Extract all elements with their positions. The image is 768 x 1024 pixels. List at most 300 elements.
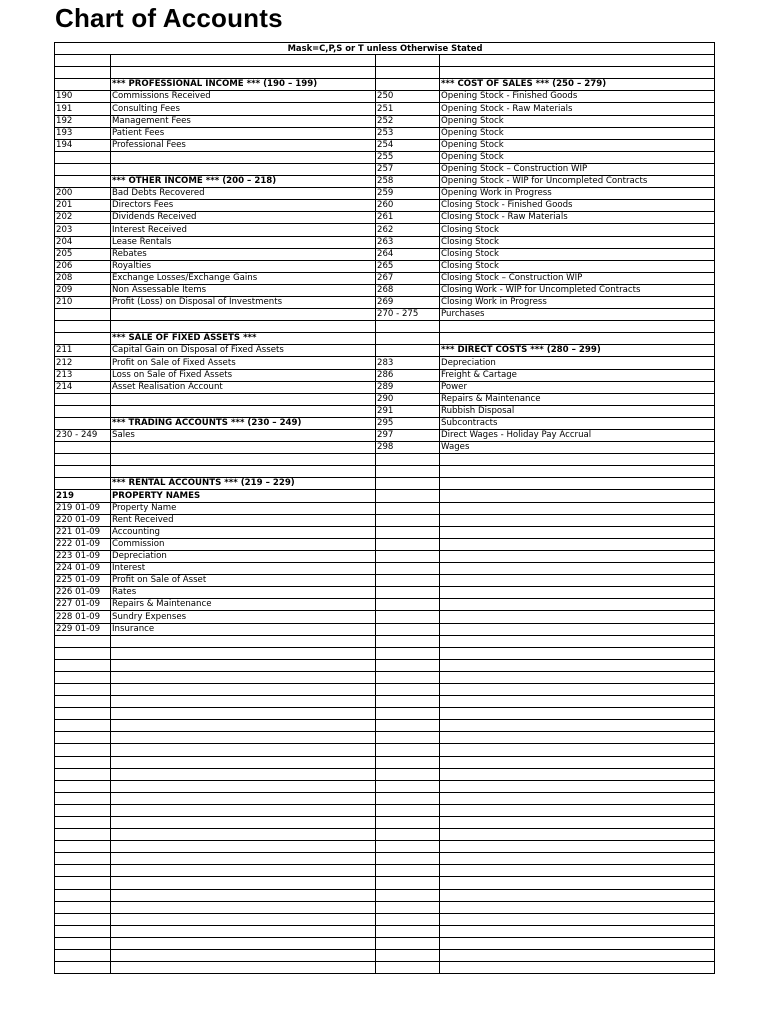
left-name-cell — [111, 804, 376, 816]
right-code-cell: 297 — [376, 430, 440, 442]
table-row — [55, 296, 715, 308]
right-code-cell — [376, 490, 440, 502]
right-code-cell — [376, 575, 440, 587]
right-code-cell — [376, 792, 440, 804]
left-name-cell — [111, 671, 376, 683]
right-name-cell — [440, 321, 715, 333]
table-row — [55, 357, 715, 369]
right-code-cell — [376, 804, 440, 816]
left-name-cell — [111, 780, 376, 792]
right-code-cell — [376, 502, 440, 514]
left-code-cell — [55, 466, 111, 478]
right-code-cell — [376, 756, 440, 768]
table-row — [55, 768, 715, 780]
left-code-cell — [55, 635, 111, 647]
table-row — [55, 720, 715, 732]
table-row — [55, 913, 715, 925]
left-name-cell — [111, 635, 376, 647]
left-code-cell — [55, 163, 111, 175]
right-name-cell: Depreciation — [440, 357, 715, 369]
right-name-cell — [440, 756, 715, 768]
left-code-cell — [55, 865, 111, 877]
table-row — [55, 478, 715, 490]
right-name-cell — [440, 720, 715, 732]
left-name-cell — [111, 647, 376, 659]
right-name-cell — [440, 55, 715, 67]
right-code-cell — [376, 829, 440, 841]
right-code-cell — [376, 853, 440, 865]
right-code-cell — [376, 877, 440, 889]
right-code-cell — [376, 550, 440, 562]
left-name-cell: Interest Received — [111, 224, 376, 236]
left-name-cell: Commission — [111, 538, 376, 550]
left-name-cell: Royalties — [111, 260, 376, 272]
right-code-cell: 268 — [376, 284, 440, 296]
left-name-cell: Lease Rentals — [111, 236, 376, 248]
right-name-cell — [440, 526, 715, 538]
left-name-cell: Insurance — [111, 623, 376, 635]
right-code-cell — [376, 345, 440, 357]
left-code-cell: 200 — [55, 188, 111, 200]
left-code-cell: 213 — [55, 369, 111, 381]
right-code-cell: 251 — [376, 103, 440, 115]
left-name-cell: Management Fees — [111, 115, 376, 127]
left-name-cell — [111, 901, 376, 913]
left-name-cell: Repairs & Maintenance — [111, 599, 376, 611]
left-code-cell: 206 — [55, 260, 111, 272]
table-row — [55, 103, 715, 115]
left-code-cell — [55, 321, 111, 333]
left-code-cell — [55, 913, 111, 925]
table-row — [55, 381, 715, 393]
left-code-cell: 230 - 249 — [55, 430, 111, 442]
right-code-cell: 257 — [376, 163, 440, 175]
left-code-cell: 192 — [55, 115, 111, 127]
left-name-cell: Profit on Sale of Fixed Assets — [111, 357, 376, 369]
left-name-cell — [111, 792, 376, 804]
table-row — [55, 780, 715, 792]
right-name-cell — [440, 962, 715, 974]
right-name-cell: Closing Stock — [440, 236, 715, 248]
table-row — [55, 430, 715, 442]
right-name-cell — [440, 478, 715, 490]
left-name-cell — [111, 708, 376, 720]
right-name-cell: Opening Stock — [440, 139, 715, 151]
right-name-cell — [440, 841, 715, 853]
right-code-cell — [376, 817, 440, 829]
table-row — [55, 369, 715, 381]
left-code-cell: 202 — [55, 212, 111, 224]
table-row — [55, 683, 715, 695]
right-name-cell — [440, 611, 715, 623]
right-name-cell — [440, 853, 715, 865]
right-name-cell — [440, 792, 715, 804]
table-row — [55, 345, 715, 357]
table-row — [55, 538, 715, 550]
left-code-cell — [55, 720, 111, 732]
right-name-cell — [440, 901, 715, 913]
accounts-table-body — [55, 43, 715, 974]
left-code-cell — [55, 393, 111, 405]
right-code-cell: 295 — [376, 417, 440, 429]
right-code-cell: 291 — [376, 405, 440, 417]
right-name-cell — [440, 865, 715, 877]
table-row — [55, 575, 715, 587]
table-row — [55, 442, 715, 454]
left-code-cell — [55, 478, 111, 490]
left-code-cell — [55, 647, 111, 659]
left-name-cell: Interest — [111, 563, 376, 575]
right-code-cell: 269 — [376, 296, 440, 308]
table-row — [55, 67, 715, 79]
right-code-cell — [376, 671, 440, 683]
right-code-cell — [376, 514, 440, 526]
right-code-cell: 264 — [376, 248, 440, 260]
right-code-cell — [376, 635, 440, 647]
right-code-cell — [376, 659, 440, 671]
right-name-cell — [440, 454, 715, 466]
right-code-cell — [376, 780, 440, 792]
left-code-cell — [55, 683, 111, 695]
right-name-cell: Wages — [440, 442, 715, 454]
left-code-cell: 193 — [55, 127, 111, 139]
left-name-cell: Accounting — [111, 526, 376, 538]
left-code-cell: 204 — [55, 236, 111, 248]
left-name-cell: *** PROFESSIONAL INCOME *** (190 – 199) — [111, 79, 376, 91]
right-name-cell: Closing Stock - Finished Goods — [440, 200, 715, 212]
table-row — [55, 635, 715, 647]
left-name-cell — [111, 829, 376, 841]
right-name-cell: Opening Stock - Raw Materials — [440, 103, 715, 115]
right-code-cell — [376, 962, 440, 974]
left-code-cell: 210 — [55, 296, 111, 308]
right-code-cell — [376, 683, 440, 695]
left-code-cell — [55, 696, 111, 708]
left-name-cell — [111, 696, 376, 708]
table-row — [55, 599, 715, 611]
left-name-cell — [111, 732, 376, 744]
table-row — [55, 756, 715, 768]
right-code-cell — [376, 865, 440, 877]
right-code-cell: 289 — [376, 381, 440, 393]
right-name-cell: Opening Stock - WIP for Uncompleted Contracts — [440, 176, 715, 188]
left-code-cell: 190 — [55, 91, 111, 103]
table-row — [55, 55, 715, 67]
right-name-cell — [440, 696, 715, 708]
table-row — [55, 829, 715, 841]
left-code-cell — [55, 756, 111, 768]
right-code-cell — [376, 454, 440, 466]
table-row — [55, 115, 715, 127]
left-name-cell — [111, 889, 376, 901]
left-name-cell: *** RENTAL ACCOUNTS *** (219 – 229) — [111, 478, 376, 490]
left-code-cell: 194 — [55, 139, 111, 151]
right-code-cell — [376, 538, 440, 550]
left-code-cell — [55, 417, 111, 429]
right-name-cell — [440, 744, 715, 756]
right-code-cell: 283 — [376, 357, 440, 369]
right-name-cell — [440, 877, 715, 889]
left-name-cell: Sales — [111, 430, 376, 442]
left-name-cell: Patient Fees — [111, 127, 376, 139]
left-code-cell — [55, 55, 111, 67]
table-row — [55, 490, 715, 502]
left-code-cell: 211 — [55, 345, 111, 357]
right-name-cell: Repairs & Maintenance — [440, 393, 715, 405]
right-code-cell: 262 — [376, 224, 440, 236]
left-code-cell — [55, 67, 111, 79]
right-code-cell: 255 — [376, 151, 440, 163]
right-name-cell — [440, 768, 715, 780]
left-code-cell: 219 01-09 — [55, 502, 111, 514]
page-title: Chart of Accounts — [55, 3, 283, 33]
right-name-cell — [440, 333, 715, 345]
left-name-cell — [111, 877, 376, 889]
right-name-cell — [440, 659, 715, 671]
left-name-cell: Profit (Loss) on Disposal of Investments — [111, 296, 376, 308]
left-name-cell: Directors Fees — [111, 200, 376, 212]
right-code-cell — [376, 889, 440, 901]
left-code-cell — [55, 937, 111, 949]
right-name-cell: Closing Stock — [440, 260, 715, 272]
left-code-cell — [55, 853, 111, 865]
right-name-cell: Subcontracts — [440, 417, 715, 429]
left-code-cell: 209 — [55, 284, 111, 296]
right-name-cell — [440, 683, 715, 695]
right-name-cell: *** DIRECT COSTS *** (280 – 299) — [440, 345, 715, 357]
right-code-cell: 261 — [376, 212, 440, 224]
table-row — [55, 587, 715, 599]
table-row — [55, 272, 715, 284]
right-name-cell — [440, 635, 715, 647]
left-name-cell: *** TRADING ACCOUNTS *** (230 – 249) — [111, 417, 376, 429]
right-code-cell: 298 — [376, 442, 440, 454]
left-name-cell — [111, 454, 376, 466]
right-name-cell — [440, 732, 715, 744]
right-code-cell — [376, 841, 440, 853]
right-name-cell — [440, 708, 715, 720]
left-name-cell: Non Assessable Items — [111, 284, 376, 296]
right-code-cell — [376, 321, 440, 333]
right-name-cell — [440, 804, 715, 816]
right-code-cell — [376, 587, 440, 599]
left-name-cell — [111, 720, 376, 732]
right-name-cell: Opening Stock — [440, 115, 715, 127]
right-code-cell — [376, 466, 440, 478]
right-code-cell: 265 — [376, 260, 440, 272]
left-code-cell — [55, 829, 111, 841]
left-name-cell — [111, 659, 376, 671]
right-code-cell — [376, 925, 440, 937]
left-code-cell — [55, 877, 111, 889]
right-code-cell — [376, 478, 440, 490]
left-name-cell: Profit on Sale of Asset — [111, 575, 376, 587]
table-row — [55, 563, 715, 575]
left-name-cell — [111, 937, 376, 949]
right-name-cell: Closing Work - WIP for Uncompleted Contracts — [440, 284, 715, 296]
table-row — [55, 248, 715, 260]
left-name-cell — [111, 744, 376, 756]
left-code-cell: 228 01-09 — [55, 611, 111, 623]
left-name-cell — [111, 756, 376, 768]
table-row — [55, 200, 715, 212]
right-name-cell — [440, 538, 715, 550]
left-name-cell — [111, 683, 376, 695]
right-name-cell: Opening Stock – Construction WIP — [440, 163, 715, 175]
left-code-cell: 208 — [55, 272, 111, 284]
left-code-cell — [55, 901, 111, 913]
table-row — [55, 732, 715, 744]
right-name-cell — [440, 817, 715, 829]
right-name-cell: *** COST OF SALES *** (250 – 279) — [440, 79, 715, 91]
table-row — [55, 405, 715, 417]
left-code-cell — [55, 151, 111, 163]
left-code-cell — [55, 950, 111, 962]
right-name-cell — [440, 550, 715, 562]
right-code-cell: 252 — [376, 115, 440, 127]
right-code-cell — [376, 901, 440, 913]
left-code-cell — [55, 442, 111, 454]
left-code-cell: 224 01-09 — [55, 563, 111, 575]
table-row — [55, 865, 715, 877]
left-name-cell — [111, 405, 376, 417]
left-name-cell — [111, 950, 376, 962]
mask-note-row — [55, 43, 715, 55]
left-code-cell: 205 — [55, 248, 111, 260]
table-row — [55, 889, 715, 901]
table-row — [55, 163, 715, 175]
right-name-cell — [440, 780, 715, 792]
right-code-cell — [376, 950, 440, 962]
table-row — [55, 417, 715, 429]
left-code-cell: 191 — [55, 103, 111, 115]
right-code-cell: 258 — [376, 176, 440, 188]
right-name-cell — [440, 647, 715, 659]
left-code-cell: 222 01-09 — [55, 538, 111, 550]
left-name-cell: *** SALE OF FIXED ASSETS *** — [111, 333, 376, 345]
right-code-cell — [376, 708, 440, 720]
right-code-cell — [376, 611, 440, 623]
left-code-cell — [55, 333, 111, 345]
left-code-cell — [55, 309, 111, 321]
left-code-cell: 201 — [55, 200, 111, 212]
table-row — [55, 139, 715, 151]
left-code-cell — [55, 841, 111, 853]
left-code-cell — [55, 925, 111, 937]
right-name-cell — [440, 575, 715, 587]
table-row — [55, 321, 715, 333]
table-row — [55, 937, 715, 949]
right-code-cell: 286 — [376, 369, 440, 381]
left-code-cell: 214 — [55, 381, 111, 393]
table-row — [55, 454, 715, 466]
left-code-cell: 203 — [55, 224, 111, 236]
table-row — [55, 224, 715, 236]
right-name-cell: Purchases — [440, 309, 715, 321]
left-name-cell: Professional Fees — [111, 139, 376, 151]
left-name-cell: Bad Debts Recovered — [111, 188, 376, 200]
left-name-cell — [111, 925, 376, 937]
mask-note: Mask=C,P,S or T unless Otherwise Stated — [55, 43, 715, 55]
table-row — [55, 623, 715, 635]
right-code-cell — [376, 67, 440, 79]
right-code-cell — [376, 333, 440, 345]
table-row — [55, 236, 715, 248]
table-row — [55, 659, 715, 671]
right-code-cell: 250 — [376, 91, 440, 103]
table-row — [55, 792, 715, 804]
left-code-cell: 226 01-09 — [55, 587, 111, 599]
right-name-cell: Opening Stock — [440, 151, 715, 163]
right-name-cell — [440, 671, 715, 683]
left-name-cell: Rebates — [111, 248, 376, 260]
left-name-cell — [111, 55, 376, 67]
left-code-cell — [55, 780, 111, 792]
left-name-cell — [111, 853, 376, 865]
right-name-cell — [440, 514, 715, 526]
left-name-cell: Rates — [111, 587, 376, 599]
table-row — [55, 284, 715, 296]
left-name-cell: Sundry Expenses — [111, 611, 376, 623]
table-row — [55, 901, 715, 913]
right-code-cell — [376, 913, 440, 925]
right-code-cell — [376, 623, 440, 635]
table-row — [55, 502, 715, 514]
left-name-cell — [111, 841, 376, 853]
right-name-cell — [440, 599, 715, 611]
table-row — [55, 696, 715, 708]
left-name-cell: PROPERTY NAMES — [111, 490, 376, 502]
right-code-cell — [376, 696, 440, 708]
table-row — [55, 841, 715, 853]
right-code-cell — [376, 599, 440, 611]
right-code-cell — [376, 647, 440, 659]
table-row — [55, 151, 715, 163]
left-name-cell — [111, 309, 376, 321]
table-row — [55, 817, 715, 829]
left-code-cell — [55, 454, 111, 466]
left-code-cell — [55, 176, 111, 188]
right-name-cell: Closing Stock – Construction WIP — [440, 272, 715, 284]
left-code-cell: 212 — [55, 357, 111, 369]
left-name-cell — [111, 962, 376, 974]
right-name-cell — [440, 623, 715, 635]
right-code-cell: 254 — [376, 139, 440, 151]
table-row — [55, 393, 715, 405]
left-name-cell — [111, 393, 376, 405]
left-code-cell: 223 01-09 — [55, 550, 111, 562]
table-row — [55, 877, 715, 889]
left-name-cell — [111, 151, 376, 163]
table-row — [55, 260, 715, 272]
left-code-cell: 221 01-09 — [55, 526, 111, 538]
left-code-cell — [55, 889, 111, 901]
left-name-cell: Rent Received — [111, 514, 376, 526]
right-code-cell: 290 — [376, 393, 440, 405]
table-row — [55, 950, 715, 962]
left-code-cell — [55, 804, 111, 816]
left-code-cell — [55, 744, 111, 756]
table-row — [55, 925, 715, 937]
table-row — [55, 514, 715, 526]
left-name-cell — [111, 163, 376, 175]
right-code-cell: 267 — [376, 272, 440, 284]
left-code-cell — [55, 732, 111, 744]
table-row — [55, 550, 715, 562]
right-code-cell — [376, 720, 440, 732]
table-row — [55, 91, 715, 103]
table-row — [55, 804, 715, 816]
